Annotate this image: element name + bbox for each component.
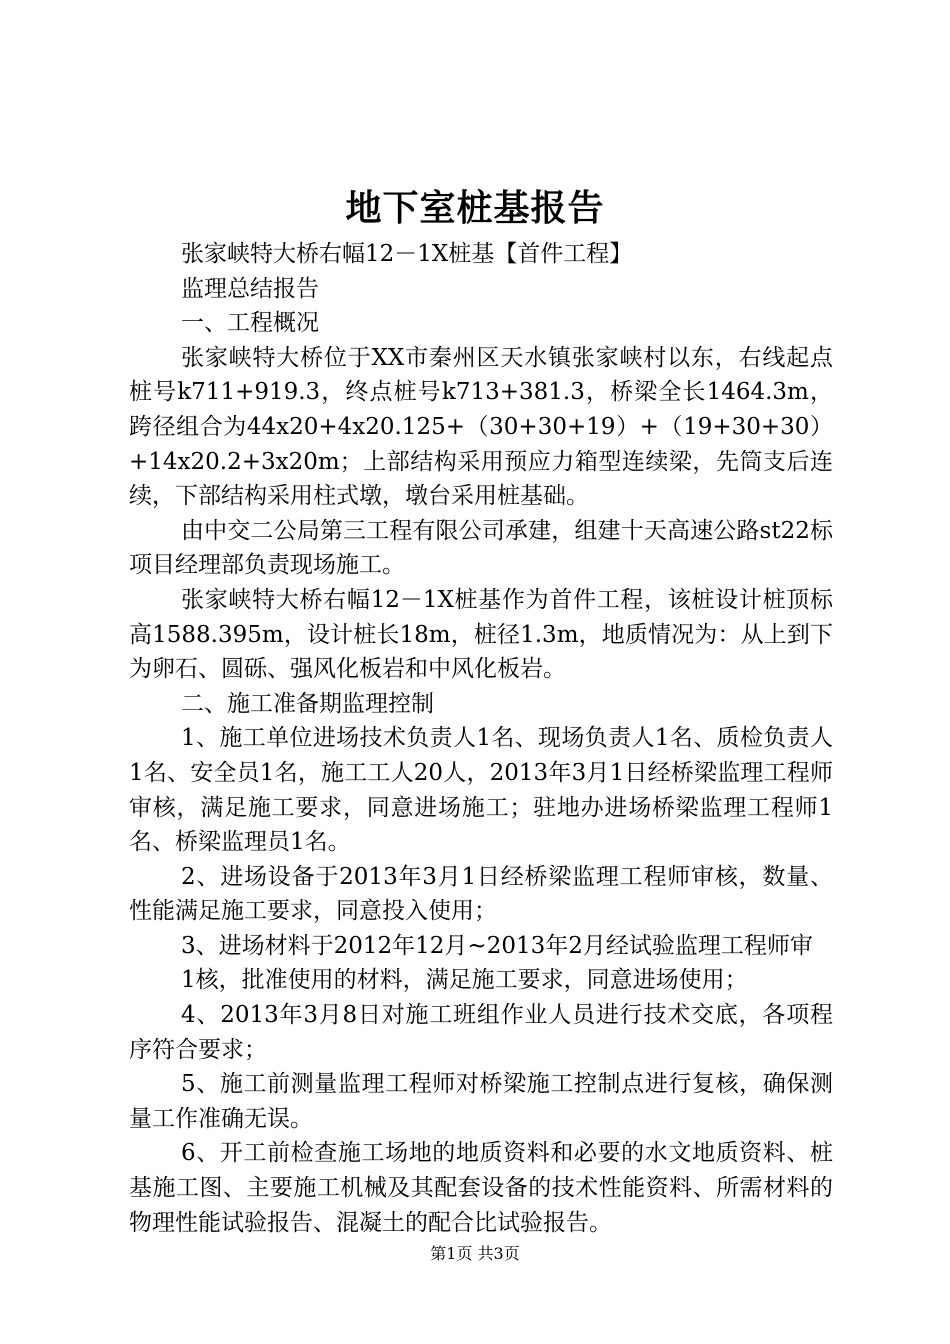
paragraph-item-1: 1、施工单位进场技术负责人1名、现场负责人1名、质检负责人1名、安全员1名，施工工人20人，2013年3月1日经桥梁监理工程师审核，满足施工要求，同意进场施工；驻地办进场桥梁监理工程师1名、桥梁监理员1名。 bbox=[129, 725, 833, 856]
paragraph-pile-design: 张家峡特大桥右幅12－1X桩基作为首件工程，该桩设计桩顶标高1588.395m，设计桩长18m，桩径1.3m，地质情况为：从上到下为卵石、圆砾、强风化板岩和中风化板岩。 bbox=[129, 586, 833, 683]
paragraph-bridge-location: 张家峡特大桥位于XX市秦州区天水镇张家峡村以东，右线起点桩号k711+919.3，终点桩号k713+381.3，桥梁全长1464.3m，跨径组合为44x20+4x20.125+（30+30+19）+（19+30+30）+14x20.2+3x20m；上部结构采用预应力箱型连续梁，先筒支后连续，下部结构采用柱式墩，墩台采用桩基础。 bbox=[129, 344, 833, 510]
section-heading-preparation: 二、施工准备期监理控制 bbox=[181, 690, 434, 717]
document-body bbox=[129, 237, 833, 1240]
report-subtitle: 监理总结报告 bbox=[181, 275, 319, 302]
document-title: 地下室桩基报告 bbox=[345, 187, 605, 229]
project-name-line: 张家峡特大桥右幅12－1X桩基【首件工程】 bbox=[181, 241, 633, 267]
section-heading-overview: 一、工程概况 bbox=[181, 310, 319, 337]
paragraph-item-6: 6、开工前检查施工场地的地质资料和必要的水文地质资料、桩基施工图、主要施工机械及其配套设备的技术性能资料、所需材料的物理性能试验报告、混凝土的配合比试验报告。 bbox=[129, 1140, 833, 1236]
page-footer: 第1页 共3页 bbox=[430, 1244, 520, 1263]
paragraph-contractor: 由中交二公局第三工程有限公司承建，组建十天高速公路st22标项目经理部负责现场施工。 bbox=[129, 517, 833, 579]
paragraph-item-3-continued: 1核，批准使用的材料，满足施工要求，同意进场使用； bbox=[181, 967, 748, 994]
paragraph-item-4: 4、2013年3月8日对施工班组作业人员进行技术交底，各项程序符合要求； bbox=[129, 1002, 833, 1063]
paragraph-item-5: 5、施工前测量监理工程师对桥梁施工控制点进行复核，确保测量工作准确无误。 bbox=[129, 1071, 833, 1132]
paragraph-item-3: 3、进场材料于2012年12月~2013年2月经试验监理工程师审 bbox=[181, 932, 813, 959]
paragraph-item-2: 2、进场设备于2013年3月1日经桥梁监理工程师审核，数量、性能满足施工要求，同意投入使用； bbox=[129, 863, 833, 925]
